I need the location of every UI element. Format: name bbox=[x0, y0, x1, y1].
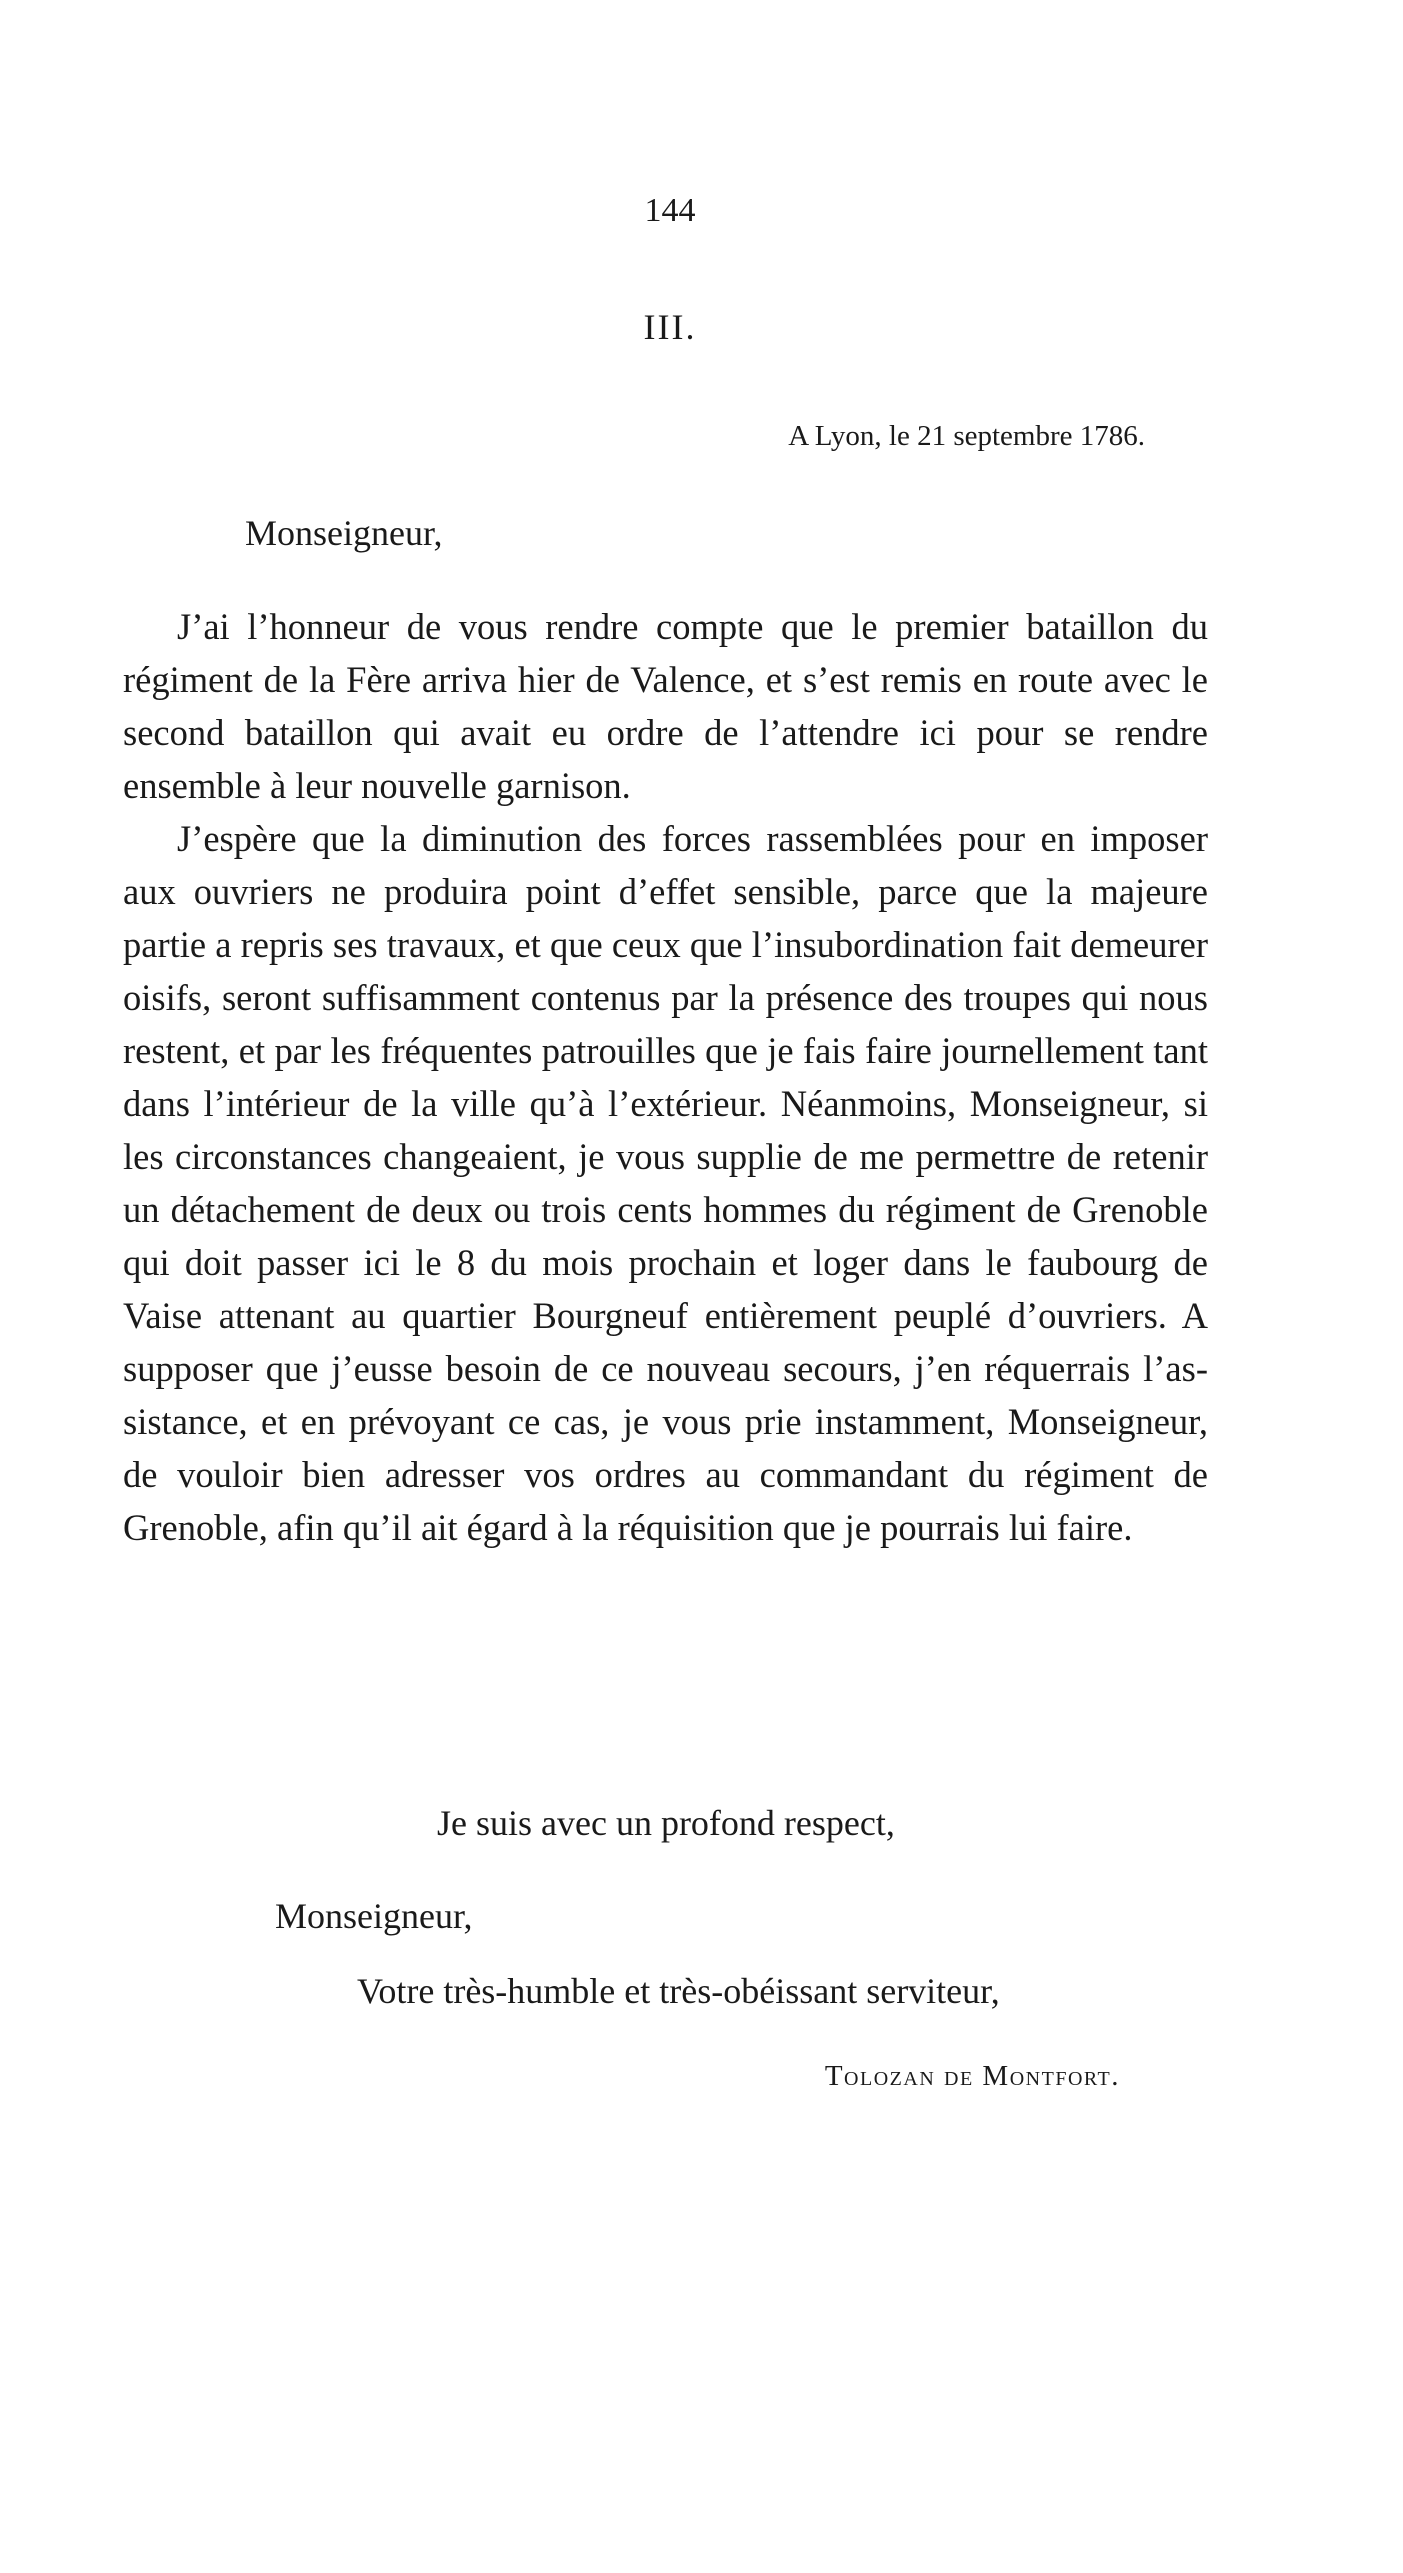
page-number: 144 bbox=[644, 192, 696, 229]
closing: Je suis avec un profond respect, bbox=[437, 1803, 895, 1843]
paragraph: J’ai l’honneur de vous rendre compte que le premier bataillon du régiment de la Fère arriva hier de Valence, et s’est remis en route avec le second bataillon qui avait eu ordre de l’attendre ici pour se rendre ensemble à leur nouvelle garnison. bbox=[123, 606, 1208, 806]
closing-address: Monseigneur, bbox=[275, 1896, 473, 1936]
salutation: Monseigneur, bbox=[245, 513, 443, 553]
paragraph: J’espère que la diminution des forces rassemblées pour en imposer aux ouvriers ne produira point d’effet sensible, parce que la majeure partie a repris ses travaux, et que ceux que l’insubordination fait demeurer oisifs, seront suffisamment contenus par la présence des troupes qui nous restent, et par les fréquentes patrouilles que je fais faire journellement tant dans l’intérieur de la ville qu’à l’extérieur. Néanmoins, Monseigneur, si les circonstances changeaient, je vous supplie de me permettre de retenir un détachement de deux ou trois cents hommes du régiment de Grenoble qui doit passer ici le 8 du mois prochain et loger dans le faubourg de Vaise attenant au quartier Bourgneuf entièrement peuplé d’ouvriers. A supposer que j’eusse besoin de ce nouveau secours, j’en réquerrais l’assistance, et en prévoyant ce cas, je vous prie instamment, Monseigneur, de vouloir bien adresser vos ordres au commandant du régiment de Grenoble, afin qu’il ait égard à la réquisition que je pourrais lui faire. bbox=[123, 818, 1208, 1548]
closing-formula: Votre très-humble et très-obéissant serviteur, bbox=[357, 1971, 1000, 2011]
section-number: III. bbox=[643, 307, 697, 347]
dateline: A Lyon, le 21 septembre 1786. bbox=[788, 420, 1145, 452]
signature: Tolozan de Montfort. bbox=[824, 2060, 1120, 2092]
letter-body bbox=[123, 600, 1208, 1554]
